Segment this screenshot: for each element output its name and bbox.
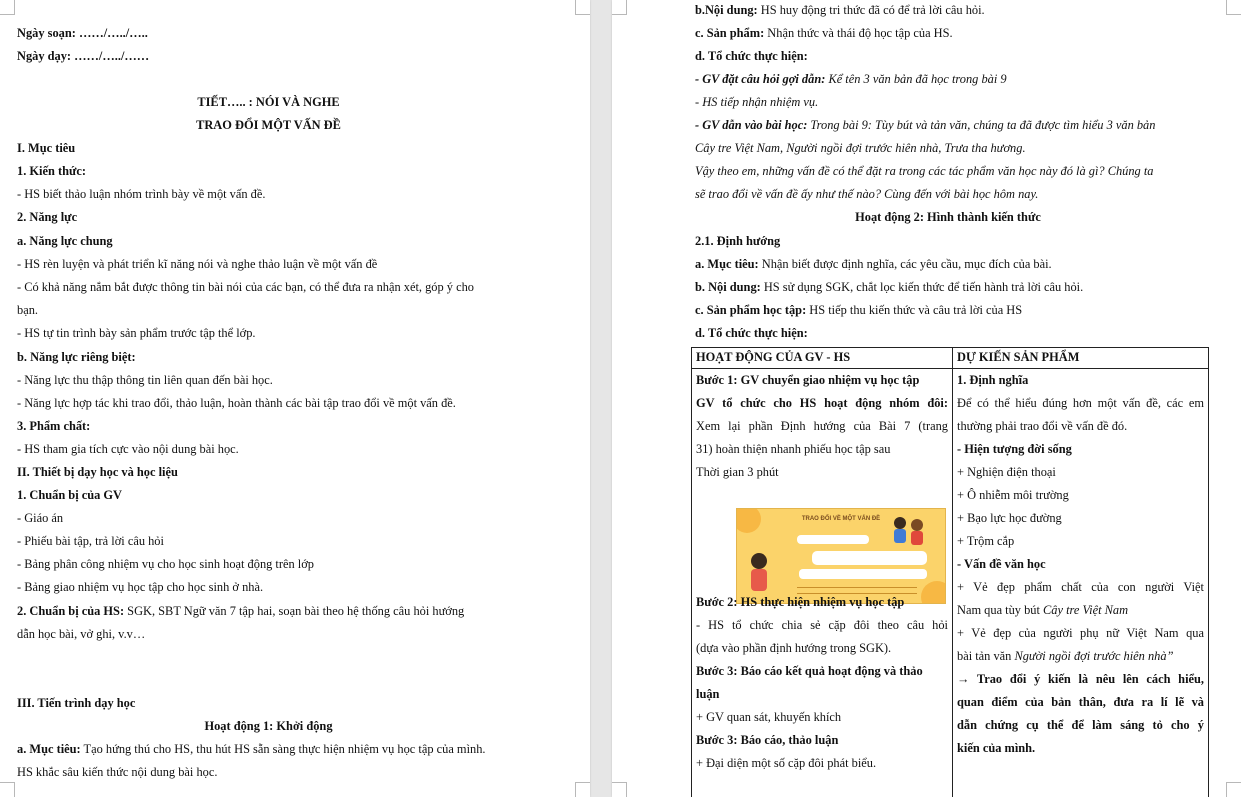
dinh-huong-heading: 2.1. Định hướng — [695, 234, 781, 248]
crop-mark — [612, 0, 627, 15]
worksheet-title: TRAO ĐỔI VỀ MỘT VẤN ĐỀ — [801, 516, 881, 522]
noi-dung-label: b.Nội dung: — [695, 3, 758, 17]
left-line-text: II. Thiết bị dạy học và học liệu — [17, 465, 178, 479]
product-line — [957, 488, 1204, 503]
noi-dung-text: HS huy động tri thức đã có để trả lời câu hỏi. — [757, 3, 985, 17]
activity-line: + GV quan sát, khuyến khích — [696, 710, 842, 724]
hs-tiep-nhan: - HS tiếp nhận nhiệm vụ. — [695, 95, 819, 109]
ngay-soan: Ngày soạn: ……/…../….. — [17, 26, 148, 40]
c-san-pham-text: HS tiếp thu kiến thức và câu trả lời của HS — [806, 303, 1023, 317]
table-row — [692, 369, 1209, 797]
c-san-pham-label: c. Sản phẩm học tập: — [695, 303, 807, 317]
left-line — [17, 210, 77, 225]
product-line-text: + Vẻ đẹp phẩm chất của con người Việt — [957, 580, 1204, 594]
hoat-dong-2-heading: Hoạt động 2: Hình thành kiến thức — [855, 210, 1041, 224]
left-line — [17, 419, 90, 434]
b-noi-dung — [695, 280, 1083, 295]
muc-tieu — [17, 742, 486, 757]
crop-mark — [0, 782, 15, 797]
left-line-text: - HS biết thảo luận nhóm trình bày về một vấn đề. — [17, 187, 266, 201]
crop-mark — [575, 782, 590, 797]
activity-table — [691, 347, 1209, 797]
product-line — [957, 649, 1204, 664]
gv-dan-line2: Cây tre Việt Nam, Người ngồi đợi trước hiên nhà, Trưa tha hương. — [695, 141, 1026, 155]
san-pham-text: Nhận thức và thái độ học tập của HS. — [764, 26, 953, 40]
b-noi-dung-label: b. Nội dung: — [695, 280, 761, 294]
product-line-text: - Hiện tượng đời sống — [957, 442, 1072, 456]
san-pham — [695, 26, 953, 41]
product-line — [957, 695, 1204, 710]
left-line-text: I. Mục tiêu — [17, 141, 76, 155]
product-line — [957, 626, 1204, 641]
lesson-title: TIẾT….. : NÓI VÀ NGHE — [197, 95, 340, 109]
activity-line: Thời gian 3 phút — [696, 465, 779, 479]
crop-mark — [612, 782, 627, 797]
product-line — [957, 580, 1204, 595]
product-line — [957, 442, 1204, 457]
activity-line: Bước 3: Báo cáo kết quả hoạt động và thảo — [696, 664, 923, 678]
noi-dung — [695, 3, 985, 18]
muc-tieu-text: Tạo hứng thú cho HS, thu hút HS sẵn sàng thực hiện nhiệm vụ học tập của mình. — [80, 742, 486, 756]
product-line — [957, 373, 1204, 388]
right-page — [612, 0, 1241, 797]
product-line-text: + Ô nhiễm môi trường — [957, 488, 1069, 502]
left-line — [17, 373, 273, 388]
product-line-text: 1. Định nghĩa — [957, 373, 1029, 387]
product-line-text: kiến của mình. — [957, 741, 1036, 755]
left-line — [17, 465, 178, 480]
product-line — [957, 718, 1204, 733]
gv-dan-text: Trong bài 9: Tùy bút và tản văn, chúng ta đã được tìm hiểu 3 văn bản — [807, 118, 1156, 132]
a-muc-tieu-text: Nhận biết được định nghĩa, các yêu cầu, mục đích của bài. — [758, 257, 1052, 271]
chuan-bi-hs-line2: dẫn học bài, vở ghi, v.v… — [17, 627, 146, 641]
left-line — [17, 164, 86, 179]
left-line — [17, 534, 164, 549]
b-noi-dung-text: HS sử dụng SGK, chắt lọc kiến thức để tiến hành trả lời câu hỏi. — [760, 280, 1084, 294]
left-line — [17, 350, 136, 365]
activity-line: Bước 2: HS thực hiện nhiệm vụ học tập — [696, 595, 905, 609]
activity-line: (dựa vào phần định hướng trong SGK). — [696, 641, 892, 655]
left-line-text: 1. Chuẩn bị của GV — [17, 488, 123, 502]
left-line — [17, 141, 75, 156]
worksheet-image — [736, 508, 946, 604]
product-line-text: → Trao đổi ý kiến là nêu lên cách hiểu, — [957, 672, 1204, 686]
gv-dat-cau-hoi — [695, 72, 1007, 87]
hoat-dong-1-heading: Hoạt động 1: Khởi động — [204, 719, 333, 733]
left-line-text: bạn. — [17, 303, 38, 317]
to-chuc-heading: d. Tổ chức thực hiện: — [695, 49, 808, 63]
left-line — [17, 488, 122, 503]
left-line-text: - Năng lực hợp tác khi trao đổi, thảo luận, hoàn thành các bài tập trao đổi về một vấn đề. — [17, 396, 456, 410]
san-pham-cell — [953, 369, 1209, 797]
ngay-day: Ngày dạy: ……/…../…… — [17, 49, 150, 63]
a-muc-tieu-label: a. Mục tiêu: — [695, 257, 759, 271]
chuan-bi-hs — [17, 604, 464, 619]
product-line-text: + Vẻ đẹp của người phụ nữ Việt Nam qua — [957, 626, 1204, 640]
product-line-italic: Cây tre Việt Nam — [1043, 603, 1129, 617]
product-line-text: Để có thể hiểu đúng hơn một vấn đề, các em — [957, 396, 1204, 410]
left-line — [17, 580, 263, 595]
lesson-subtitle: TRAO ĐỔI MỘT VẤN ĐỀ — [196, 118, 341, 132]
a-muc-tieu — [695, 257, 1052, 272]
product-line-italic: Người ngồi đợi trước hiên nhà” — [1014, 649, 1174, 663]
left-line — [17, 396, 456, 411]
crop-mark — [575, 0, 590, 15]
table-header-row — [692, 348, 1209, 369]
product-line — [957, 741, 1204, 756]
tien-trinh-heading: III. Tiến trình dạy học — [17, 696, 136, 710]
gv-dan-label: - GV dẫn vào bài học: — [695, 118, 808, 132]
muc-tieu-line2: HS khắc sâu kiến thức nội dung bài học. — [17, 765, 218, 779]
left-line-text: - HS tham gia tích cực vào nội dung bài học. — [17, 442, 239, 456]
vay-line1: Vậy theo em, những vấn đề có thể đặt ra trong các tác phẩm văn học này đó là gì? Chúng ta — [695, 164, 1154, 178]
product-line — [957, 534, 1204, 549]
product-line — [957, 603, 1204, 618]
product-line — [957, 419, 1204, 434]
activity-line: luận — [696, 687, 720, 701]
activity-line: Bước 1: GV chuyển giao nhiệm vụ học tập — [696, 373, 920, 387]
left-line-text: - Giáo án — [17, 511, 64, 525]
chuan-bi-hs-label: 2. Chuẩn bị của HS: — [17, 604, 125, 618]
product-line — [957, 396, 1204, 411]
activity-line: - HS tổ chức chia sẻ cặp đôi theo câu hỏi — [696, 618, 948, 632]
product-line-text: + Bạo lực học đường — [957, 511, 1062, 525]
c-san-pham — [695, 303, 1022, 318]
gv-dan-vao-bai — [695, 118, 1155, 133]
product-line-text: Nam qua tùy bút — [957, 603, 1044, 617]
left-line-text: - Phiếu bài tập, trả lời câu hỏi — [17, 534, 164, 548]
product-line-text: + Nghiện điện thoại — [957, 465, 1056, 479]
left-line-text: - HS rèn luyện và phát triển kĩ năng nói và nghe thảo luận về một vấn đề — [17, 257, 378, 271]
gv-dat-text: Kể tên 3 văn bản đã học trong bài 9 — [825, 72, 1007, 86]
left-line-text: - Bảng phân công nhiệm vụ cho học sinh hoạt động trên lớp — [17, 557, 314, 571]
left-line-text: 3. Phẩm chất: — [17, 419, 91, 433]
left-line — [17, 234, 113, 249]
activity-line: + Đại diện một số cặp đôi phát biểu. — [696, 756, 877, 770]
product-line-text: thường phải trao đổi về vấn đề đó. — [957, 419, 1128, 433]
gv-dat-label: - GV đặt câu hỏi gợi dẫn: — [695, 72, 826, 86]
col-gv-hs-header: HOẠT ĐỘNG CỦA GV - HS — [692, 348, 953, 369]
left-line — [17, 442, 239, 457]
d-to-chuc-heading: d. Tổ chức thực hiện: — [695, 326, 808, 340]
activity-line: Xem lại phần Định hướng của Bài 7 (trang — [696, 419, 948, 433]
product-line-text: bài tản văn — [957, 649, 1015, 663]
left-page — [0, 0, 590, 797]
col-san-pham-header: DỰ KIẾN SẢN PHẨM — [953, 348, 1209, 369]
left-line — [17, 557, 314, 572]
muc-tieu-label: a. Mục tiêu: — [17, 742, 81, 756]
vay-line2: sẽ trao đổi về vấn đề ấy như thế nào? Cùng đến với bài học hôm nay. — [695, 187, 1039, 201]
product-line — [957, 557, 1204, 572]
left-line — [17, 303, 38, 318]
product-line-text: - Vấn đề văn học — [957, 557, 1046, 571]
left-line-text: - Có khả năng nắm bắt được thông tin bài nói của các bạn, có thể đưa ra nhận xét, góp ý cho — [17, 280, 474, 294]
crop-mark — [1226, 782, 1241, 797]
crop-mark — [0, 0, 15, 15]
product-line-text: + Trộm cắp — [957, 534, 1015, 548]
san-pham-label: c. Sản phẩm: — [695, 26, 765, 40]
product-line-text: dẫn chứng cụ thể để làm sáng tỏ cho ý — [957, 718, 1204, 732]
left-line — [17, 257, 377, 272]
left-line-text: - HS tự tin trình bày sản phẩm trước tập thể lớp. — [17, 326, 256, 340]
activity-line: GV tổ chức cho HS hoạt động nhóm đôi: — [696, 396, 948, 410]
left-line — [17, 187, 265, 202]
left-line — [17, 280, 474, 295]
left-line-text: - Bảng giao nhiệm vụ học tập cho học sinh ở nhà. — [17, 580, 264, 594]
gv-hs-cell — [692, 369, 953, 797]
left-line-text: b. Năng lực riêng biệt: — [17, 350, 136, 364]
left-line — [17, 326, 256, 341]
activity-line: Bước 3: Báo cáo, thảo luận — [696, 733, 839, 747]
left-line — [17, 511, 63, 526]
activity-line: 31) hoàn thiện nhanh phiếu học tập sau — [696, 442, 891, 456]
worksheet-illustration — [737, 509, 945, 603]
left-line-text: a. Năng lực chung — [17, 234, 113, 248]
product-line — [957, 511, 1204, 526]
product-line — [957, 672, 1204, 687]
left-line-text: 2. Năng lực — [17, 210, 78, 224]
left-line-text: - Năng lực thu thập thông tin liên quan đến bài học. — [17, 373, 273, 387]
product-line — [957, 465, 1204, 480]
crop-mark — [1226, 0, 1241, 15]
product-line-text: quan điểm của bản thân, đưa ra lí lẽ và — [957, 695, 1204, 709]
chuan-bi-hs-text: SGK, SBT Ngữ văn 7 tập hai, soạn bài theo hệ thống câu hỏi hướng — [124, 604, 465, 618]
left-line-text: 1. Kiến thức: — [17, 164, 87, 178]
